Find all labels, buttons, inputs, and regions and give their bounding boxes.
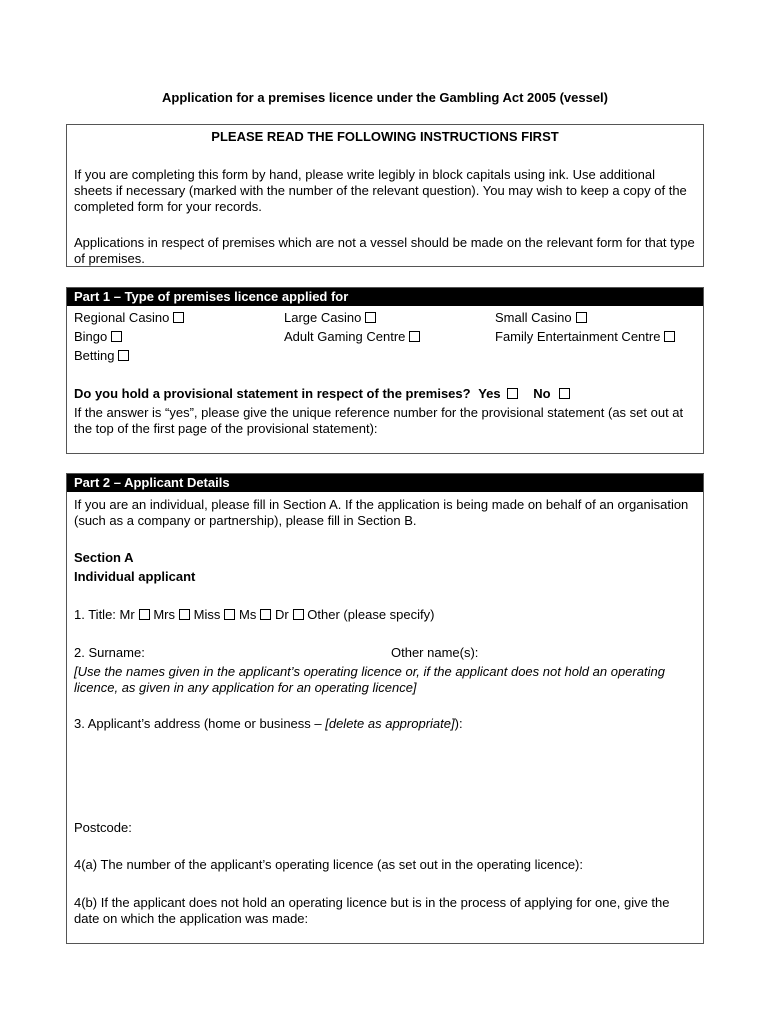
- option-large-casino: [284, 310, 376, 326]
- section-a-subheading: Individual applicant: [74, 569, 196, 584]
- bingo-checkbox[interactable]: [111, 331, 122, 342]
- bingo-label: Bingo: [74, 329, 108, 344]
- title-label: 1. Title:: [74, 607, 116, 622]
- instructions-heading: PLEASE READ THE FOLLOWING INSTRUCTIONS FIRST: [211, 129, 559, 144]
- section-a-heading: Section A: [74, 550, 134, 565]
- option-betting: [74, 348, 129, 364]
- option-bingo: [74, 329, 122, 345]
- postcode-label: Postcode:: [74, 820, 132, 835]
- provisional-no-checkbox[interactable]: [559, 388, 570, 399]
- title-dr-label: Dr: [274, 607, 289, 622]
- part2-section: [66, 473, 704, 944]
- operating-licence-application-label: 4(b) If the applicant does not hold an operating licence but is in the process of applying for one, give the date on which the application was made:: [74, 895, 670, 926]
- title-row: [74, 607, 434, 623]
- large-casino-checkbox[interactable]: [365, 312, 376, 323]
- betting-checkbox[interactable]: [118, 350, 129, 361]
- title-mrs-label: Mrs: [153, 607, 176, 622]
- instructions-paragraph-1: If you are completing this form by hand, please write legibly in block capitals using ink. Use additional sheets if necessary (marked with the number of the relevant question). You may wish to keep a copy of the completed form for your records.: [74, 167, 687, 214]
- address-label-text: 3. Applicant’s address (home or business –: [74, 716, 326, 731]
- provisional-no-label: No: [533, 386, 551, 401]
- instructions-paragraph-2: Applications in respect of premises which are not a vessel should be made on the relevant form for that type of premises.: [74, 235, 695, 266]
- regional-casino-label: Regional Casino: [74, 310, 170, 325]
- provisional-yes-label: Yes: [478, 386, 501, 401]
- title-mr-checkbox[interactable]: [139, 609, 150, 620]
- part2-intro: If you are an individual, please fill in Section A. If the application is being made on behalf of an organisation (such as a company or partnership), please fill in Section B.: [74, 497, 689, 528]
- title-mr-label: Mr: [119, 607, 135, 622]
- large-casino-label: Large Casino: [284, 310, 362, 325]
- option-small-casino: [495, 310, 587, 326]
- other-names-label: Other name(s):: [391, 645, 479, 660]
- adult-gaming-centre-label: Adult Gaming Centre: [284, 329, 406, 344]
- family-entertainment-centre-label: Family Entertainment Centre: [495, 329, 661, 344]
- family-entertainment-centre-checkbox[interactable]: [664, 331, 675, 342]
- title-miss-checkbox[interactable]: [224, 609, 235, 620]
- address-label: [74, 716, 463, 732]
- option-adult-gaming-centre: [284, 329, 420, 345]
- adult-gaming-centre-checkbox[interactable]: [409, 331, 420, 342]
- title-other-label: Other (please specify): [307, 607, 435, 622]
- title-mrs-checkbox[interactable]: [179, 609, 190, 620]
- title-ms-checkbox[interactable]: [260, 609, 271, 620]
- provisional-question-row: [74, 386, 570, 402]
- title-miss-label: Miss: [193, 607, 221, 622]
- provisional-question: Do you hold a provisional statement in respect of the premises?: [74, 386, 471, 401]
- betting-label: Betting: [74, 348, 115, 363]
- instructions-box: [66, 124, 704, 267]
- title-ms-label: Ms: [238, 607, 257, 622]
- part1-heading: Part 1 – Type of premises licence applied for: [67, 288, 703, 306]
- provisional-note: If the answer is “yes”, please give the unique reference number for the provisional statement (as set out at the top of the first page of the provisional statement):: [74, 405, 684, 436]
- surname-label: 2. Surname:: [74, 645, 145, 660]
- address-label-end: ):: [454, 716, 463, 731]
- regional-casino-checkbox[interactable]: [173, 312, 184, 323]
- small-casino-checkbox[interactable]: [576, 312, 587, 323]
- small-casino-label: Small Casino: [495, 310, 572, 325]
- part1-section: [66, 287, 704, 454]
- operating-licence-number-label: 4(a) The number of the applicant’s operating licence (as set out in the operating licence):: [74, 857, 583, 872]
- title-dr-checkbox[interactable]: [293, 609, 304, 620]
- address-label-italic: [delete as appropriate]: [325, 716, 455, 731]
- provisional-yes-checkbox[interactable]: [507, 388, 518, 399]
- option-regional-casino: [74, 310, 184, 326]
- names-note: [Use the names given in the applicant’s operating licence or, if the applicant does not hold an operating licence, as given in any application for an operating licence]: [74, 664, 665, 695]
- part2-heading: Part 2 – Applicant Details: [67, 474, 703, 492]
- option-family-entertainment-centre: [495, 329, 675, 345]
- form-title: Application for a premises licence under the Gambling Act 2005 (vessel): [162, 90, 608, 105]
